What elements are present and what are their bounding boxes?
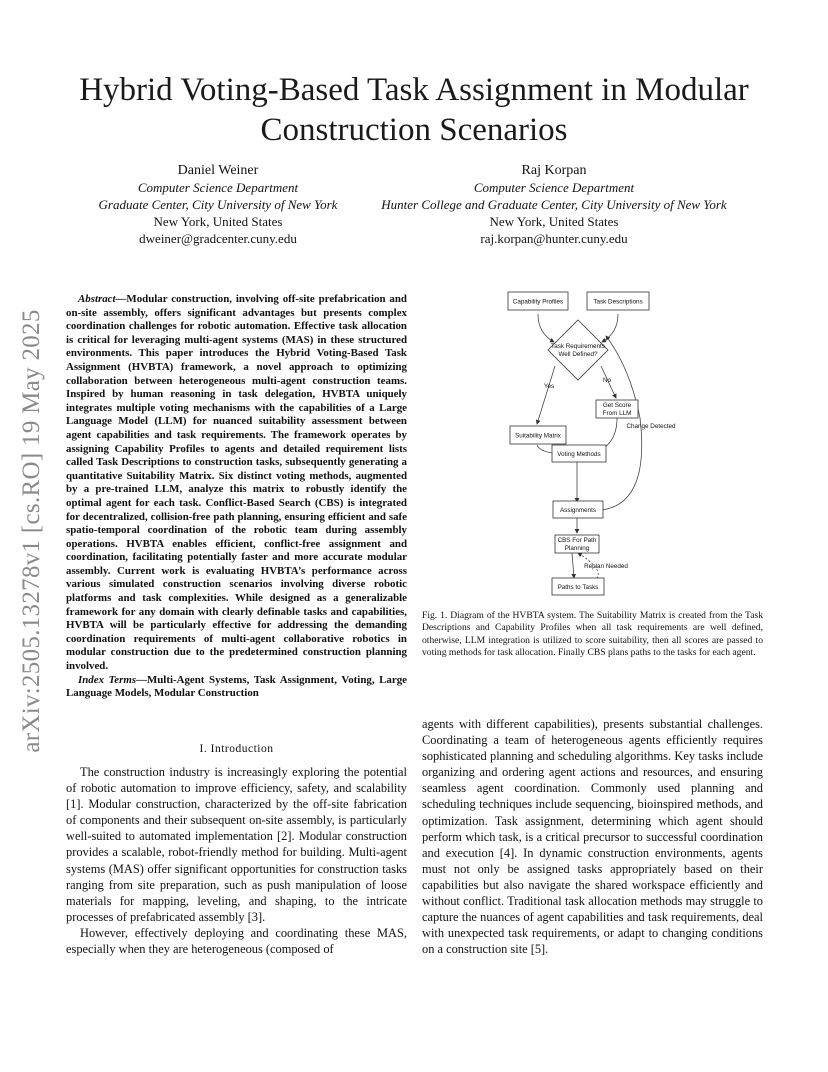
arrow-yes (537, 366, 555, 424)
author-department: Computer Science Department (473, 180, 635, 195)
arrow-descriptions-to-decision (602, 314, 618, 342)
author-location: New York, United States (153, 214, 283, 229)
title-line-2: Construction Scenarios (260, 112, 568, 148)
author-location: New York, United States (489, 214, 619, 229)
author-block-2 (360, 162, 748, 247)
cbs-line-2: Planning (564, 545, 590, 552)
index-terms-text: —Multi-Agent Systems, Task Assignment, Voting, Large Language Models, Modular Construction (66, 673, 407, 700)
abstract-text: —Modular construction, involving off-site prefabrication and on-site assembly, offers significant advantages but presents complex coordination challenges for robotic automation. Effective task allocation is critical for leveraging multi-agent systems (MAS) in these structured environments. This paper introduces the Hybrid Voting-Based Task Assignment (HVBTA) framework, a novel approach to optimizing collaboration between heterogeneous multi-agent construction teams. Inspired by human reasoning in task delegation, HVBTA uniquely integrates multiple voting mechanisms with the capabilities of a Large Language Model (LLM) for nuanced suitability assessment between agent capabilities and task requirements. The framework operates by assigning Capability Profiles to agents and detailed requirement lists called Task Descriptions to construction tasks, subsequently generating a quantitative Suitability Matrix. Six distinct voting methods, augmented by a pre-trained LLM, analyze this matrix to robustly identify the optimal agent for each task. Conflict-Based Search (CBS) is integrated for decentralized, collision-free path planning, ensuring efficient and safe spatio-temporal coordination of the robotic team during assembly operations. HVBTA enables efficient, conflict-free assignment and coordination, facilitating potentially faster and more accurate modular assembly. Current work is evaluating HVBTA’s performance across various simulated construction scenarios involving diverse robotic platforms and task complexities. While designed as a generalizable framework for any domain with clearly definable tasks and capabilities, HVBTA will be particularly effective for addressing the demanding coordination requirements of multi-agent collaborative robotics in modular construction due to the predetermined construction planning involved. (66, 293, 407, 673)
author-email: dweiner@gradcenter.cuny.edu (139, 231, 297, 246)
replan-needed-label: Replan Needed (584, 563, 628, 570)
hvbta-flow-diagram (490, 288, 690, 600)
abstract (66, 293, 407, 701)
capability-profiles-label: Capability Profiles (512, 298, 564, 306)
figure-caption: Fig. 1. Diagram of the HVBTA system. The Suitability Matrix is created from the Task Descriptions and Capability Profiles when all task requirements are well defined, otherwise, LLM integration is utilized to score suitability, then all scores are passed to voting methods for task allocation. Finally CBS plans paths to the tasks for each agent. (422, 610, 763, 659)
author-email: raj.korpan@hunter.cuny.edu (480, 231, 628, 246)
voting-methods-label: Voting Methods (557, 451, 601, 458)
intro-paragraph-1: The construction industry is increasingly exploring the potential of robotic automation to improve efficiency, safety, and scalability [1]. Modular construction, characterized by the off-site fabrication of components and their subsequent on-site assembly, is particularly well-suited to automated implementation [2]. Modular construction provides a scalable, robot-friendly method for building. Multi-agent systems (MAS) offer significant opportunities for construction tasks ranging from site preparation, such as push manipulation of loose materials for mapping, leveling, and shaping, to the intricate processes of prefabricated assembly [3]. (66, 765, 407, 924)
index-terms (66, 674, 407, 701)
decision-line-2: Well Defined? (558, 351, 598, 358)
arrow-profiles-to-decision (538, 314, 554, 342)
intro-right-column (422, 716, 763, 957)
suitability-matrix-label: Suitability Matrix (515, 432, 561, 440)
paths-to-tasks-label: Paths to Tasks (557, 584, 599, 591)
llm-score-line-2: From LLM (602, 410, 632, 417)
decision-line-1: Task Requirements (551, 343, 605, 350)
task-descriptions-label: Task Descriptions (593, 298, 643, 306)
author-organization: Graduate Center, City University of New York (98, 197, 338, 212)
author-organization: Hunter College and Graduate Center, City University of New York (381, 197, 727, 212)
author-name: Daniel Weiner (177, 163, 259, 178)
author-name: Raj Korpan (521, 163, 587, 178)
abstract-paragraph (66, 293, 407, 674)
paper-title (40, 70, 788, 150)
llm-score-line-1: Get Score (602, 402, 632, 409)
index-terms-label: Index Terms (78, 673, 137, 686)
no-label: No (602, 377, 612, 384)
author-department: Computer Science Department (137, 180, 299, 195)
abstract-label: Abstract (78, 293, 116, 305)
intro-paragraph-continued: agents with different capabilities), presents substantial challenges. Coordinating a team of heterogeneous agents efficiently requires sophisticated planning and scheduling algorithms. Key tasks include organizing and ordering agent actions and resources, and ensuring seamless agent coordination. Commonly used planning and scheduling techniques include sequencing, bioinspired methods, and optimization. Task assignment, determining which agent should perform which task, is a critical precursor to successful coordination and execution [4]. In dynamic construction environments, agents must not only be assigned tasks appropriately based on their capabilities but also navigate the shared workspace efficiently and without conflict. Traditional task allocation methods may struggle to capture the nuances of agent capabilities and task requirements, deal with unexpected task requirements, or adapt to changing conditions on a construction site [5]. (422, 717, 763, 957)
assignments-label: Assignments (559, 507, 597, 514)
arxiv-identifier: arXiv:2505.13278v1 [cs.RO] 19 May 2025 (18, 309, 45, 753)
title-line-1: Hybrid Voting-Based Task Assignment in Modular (79, 72, 749, 108)
cbs-line-1: CBS For Path (557, 537, 597, 544)
author-block-1 (70, 162, 366, 247)
change-detected-label: Change Detected (626, 423, 676, 430)
intro-paragraph-2: However, effectively deploying and coordinating these MAS, especially when they are heterogeneous (composed of (66, 925, 407, 957)
arrow-cbs-to-paths (572, 553, 574, 578)
section-heading: I. Introduction (199, 743, 274, 755)
decision-diamond (548, 320, 608, 380)
intro-left-column (66, 764, 407, 957)
yes-label: Yes (543, 383, 555, 390)
